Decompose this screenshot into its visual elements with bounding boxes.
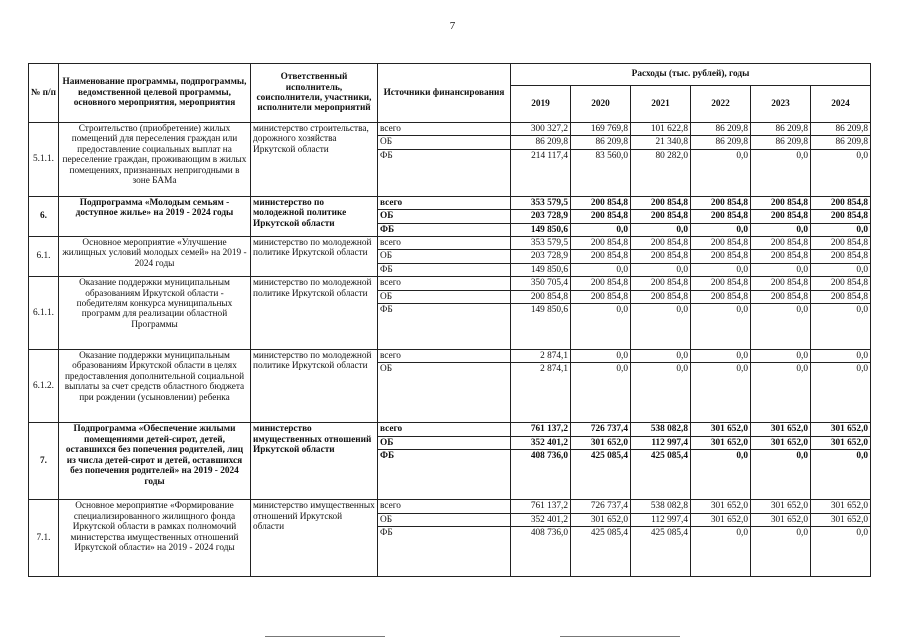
- amount-cell: 200 854,8: [811, 277, 871, 290]
- table-row: [29, 423, 871, 436]
- program-name: Подпрограмма «Молодым семьям - доступное жилье» на 2019 - 2024 годы: [59, 196, 251, 236]
- amount-cell: 301 652,0: [751, 423, 811, 436]
- header-expenses: Расходы (тыс. рублей), годы: [511, 64, 871, 86]
- amount-cell: 726 737,4: [571, 423, 631, 436]
- amount-cell: 0,0: [751, 527, 811, 577]
- amount-cell: 0,0: [691, 350, 751, 363]
- header-year: 2023: [751, 86, 811, 123]
- program-name: Подпрограмма «Обеспечение жилыми помещениями детей-сирот, детей, оставшихся без попечения родителей, лиц из числа детей-сирот и детей, оставшихся без попечения родителей» на 2019 - 2024 годы: [59, 423, 251, 500]
- executor: министерство по молодежной политике Иркутской области: [251, 196, 378, 236]
- amount-cell: 86 209,8: [751, 123, 811, 136]
- amount-cell: 301 652,0: [691, 436, 751, 449]
- funding-source: ФБ: [378, 263, 511, 276]
- table-row: [29, 237, 871, 250]
- amount-cell: 0,0: [751, 363, 811, 423]
- executor: министерство имущественных отношений Иркутской области: [251, 423, 378, 500]
- amount-cell: 425 085,4: [631, 527, 691, 577]
- header-year: 2021: [631, 86, 691, 123]
- amount-cell: 149 850,6: [511, 263, 571, 276]
- amount-cell: 425 085,4: [571, 527, 631, 577]
- funding-source: ОБ: [378, 290, 511, 303]
- amount-cell: 0,0: [631, 304, 691, 350]
- page-number: 7: [449, 20, 456, 32]
- amount-cell: 2 874,1: [511, 363, 571, 423]
- funding-source: ОБ: [378, 513, 511, 526]
- amount-cell: 761 137,2: [511, 500, 571, 513]
- amount-cell: 301 652,0: [691, 513, 751, 526]
- funding-source: всего: [378, 500, 511, 513]
- program-name: Основное мероприятие «Улучшение жилищных условий молодых семей» на 2019 - 2024 годы: [59, 237, 251, 277]
- amount-cell: 200 854,8: [631, 210, 691, 223]
- amount-cell: 86 209,8: [511, 136, 571, 149]
- bottom-divider: [560, 636, 680, 637]
- table-row: [29, 500, 871, 513]
- table-body: [29, 123, 871, 577]
- amount-cell: 0,0: [691, 149, 751, 196]
- program-name: Оказание поддержки муниципальным образованиям Иркутской области в целях предоставления дополнительной социальной выплаты за счет средств областного бюджета при рождении (усыновлении) ребенка: [59, 350, 251, 423]
- amount-cell: 200 854,8: [571, 196, 631, 209]
- amount-cell: 726 737,4: [571, 500, 631, 513]
- amount-cell: 301 652,0: [751, 513, 811, 526]
- amount-cell: 200 854,8: [811, 250, 871, 263]
- amount-cell: 112 997,4: [631, 436, 691, 449]
- amount-cell: 200 854,8: [811, 196, 871, 209]
- amount-cell: 200 854,8: [751, 237, 811, 250]
- amount-cell: 425 085,4: [571, 450, 631, 500]
- funding-source: всего: [378, 196, 511, 209]
- amount-cell: 200 854,8: [691, 237, 751, 250]
- budget-table: [28, 63, 871, 577]
- amount-cell: 0,0: [571, 350, 631, 363]
- amount-cell: 0,0: [751, 350, 811, 363]
- amount-cell: 0,0: [691, 223, 751, 236]
- executor: министерство по молодежной политике Иркутской области: [251, 277, 378, 350]
- amount-cell: 203 728,9: [511, 250, 571, 263]
- amount-cell: 200 854,8: [571, 237, 631, 250]
- amount-cell: 200 854,8: [811, 237, 871, 250]
- amount-cell: 0,0: [751, 450, 811, 500]
- header-year: 2020: [571, 86, 631, 123]
- amount-cell: 0,0: [811, 450, 871, 500]
- table-row: [29, 277, 871, 290]
- row-number: 6.1.1.: [29, 277, 59, 350]
- amount-cell: 86 209,8: [811, 123, 871, 136]
- amount-cell: 83 560,0: [571, 149, 631, 196]
- amount-cell: 200 854,8: [691, 277, 751, 290]
- program-name: Основное мероприятие «Формирование специализированного жилищного фонда Иркутской области в рамках полномочий министерства имущественных отношений Иркутской области» на 2019 - 2024 годы: [59, 500, 251, 577]
- amount-cell: 112 997,4: [631, 513, 691, 526]
- amount-cell: 0,0: [751, 223, 811, 236]
- amount-cell: 408 736,0: [511, 450, 571, 500]
- amount-cell: 200 854,8: [811, 290, 871, 303]
- bottom-divider: [265, 636, 385, 637]
- row-number: 7.: [29, 423, 59, 500]
- amount-cell: 352 401,2: [511, 513, 571, 526]
- amount-cell: 353 579,5: [511, 196, 571, 209]
- funding-source: ОБ: [378, 250, 511, 263]
- table-row: [29, 196, 871, 209]
- amount-cell: 301 652,0: [811, 500, 871, 513]
- amount-cell: 0,0: [571, 263, 631, 276]
- executor: министерство имущественных отношений Иркутской области: [251, 500, 378, 577]
- amount-cell: 0,0: [811, 527, 871, 577]
- funding-source: всего: [378, 423, 511, 436]
- executor: министерство по молодежной политике Иркутской области: [251, 350, 378, 423]
- funding-source: ОБ: [378, 363, 511, 423]
- amount-cell: 0,0: [811, 363, 871, 423]
- amount-cell: 0,0: [691, 263, 751, 276]
- table-header: [29, 64, 871, 123]
- header-year: 2019: [511, 86, 571, 123]
- header-year: 2022: [691, 86, 751, 123]
- funding-source: ФБ: [378, 450, 511, 500]
- amount-cell: 86 209,8: [691, 136, 751, 149]
- row-number: 5.1.1.: [29, 123, 59, 197]
- amount-cell: 408 736,0: [511, 527, 571, 577]
- amount-cell: 2 874,1: [511, 350, 571, 363]
- amount-cell: 301 652,0: [691, 423, 751, 436]
- funding-source: ФБ: [378, 527, 511, 577]
- amount-cell: 301 652,0: [691, 500, 751, 513]
- amount-cell: 538 082,8: [631, 423, 691, 436]
- amount-cell: 352 401,2: [511, 436, 571, 449]
- amount-cell: 0,0: [811, 350, 871, 363]
- amount-cell: 301 652,0: [811, 513, 871, 526]
- row-number: 7.1.: [29, 500, 59, 577]
- amount-cell: 0,0: [631, 263, 691, 276]
- amount-cell: 200 854,8: [631, 277, 691, 290]
- amount-cell: 0,0: [631, 363, 691, 423]
- amount-cell: 761 137,2: [511, 423, 571, 436]
- amount-cell: 0,0: [811, 149, 871, 196]
- amount-cell: 200 854,8: [691, 196, 751, 209]
- amount-cell: 0,0: [571, 223, 631, 236]
- funding-source: всего: [378, 350, 511, 363]
- amount-cell: 149 850,6: [511, 304, 571, 350]
- amount-cell: 214 117,4: [511, 149, 571, 196]
- amount-cell: 200 854,8: [571, 290, 631, 303]
- amount-cell: 200 854,8: [751, 210, 811, 223]
- amount-cell: 0,0: [811, 304, 871, 350]
- amount-cell: 301 652,0: [811, 436, 871, 449]
- amount-cell: 101 622,8: [631, 123, 691, 136]
- amount-cell: 86 209,8: [811, 136, 871, 149]
- amount-cell: 0,0: [571, 363, 631, 423]
- amount-cell: 200 854,8: [511, 290, 571, 303]
- amount-cell: 80 282,0: [631, 149, 691, 196]
- amount-cell: 86 209,8: [751, 136, 811, 149]
- amount-cell: 301 652,0: [751, 500, 811, 513]
- amount-cell: 200 854,8: [751, 290, 811, 303]
- executor: министерство по молодежной политике Иркутской области: [251, 237, 378, 277]
- amount-cell: 0,0: [631, 350, 691, 363]
- amount-cell: 0,0: [631, 223, 691, 236]
- funding-source: всего: [378, 237, 511, 250]
- funding-source: ФБ: [378, 223, 511, 236]
- header-executor: Ответственный исполнитель, соисполнители, участники, исполнители мероприятий: [251, 64, 378, 123]
- amount-cell: 300 327,2: [511, 123, 571, 136]
- row-number: 6.: [29, 196, 59, 236]
- amount-cell: 200 854,8: [631, 237, 691, 250]
- table-row: [29, 123, 871, 136]
- amount-cell: 149 850,6: [511, 223, 571, 236]
- row-number: 6.1.2.: [29, 350, 59, 423]
- funding-source: ОБ: [378, 136, 511, 149]
- funding-source: всего: [378, 123, 511, 136]
- amount-cell: 0,0: [691, 527, 751, 577]
- amount-cell: 21 340,8: [631, 136, 691, 149]
- amount-cell: 301 652,0: [751, 436, 811, 449]
- amount-cell: 200 854,8: [751, 196, 811, 209]
- amount-cell: 0,0: [691, 304, 751, 350]
- amount-cell: 200 854,8: [751, 250, 811, 263]
- executor: министерство строительства, дорожного хозяйства Иркутской области: [251, 123, 378, 197]
- program-name: Строительство (приобретение) жилых помещений для переселения граждан или предоставление социальных выплат на переселение граждан, проживающим в жилых помещениях, признанных непригодными в зоне БАМа: [59, 123, 251, 197]
- row-number: 6.1.: [29, 237, 59, 277]
- amount-cell: 200 854,8: [691, 290, 751, 303]
- amount-cell: 0,0: [751, 263, 811, 276]
- amount-cell: 0,0: [691, 363, 751, 423]
- amount-cell: 350 705,4: [511, 277, 571, 290]
- amount-cell: 0,0: [811, 263, 871, 276]
- amount-cell: 169 769,8: [571, 123, 631, 136]
- amount-cell: 200 854,8: [811, 210, 871, 223]
- amount-cell: 200 854,8: [571, 277, 631, 290]
- table-row: [29, 350, 871, 363]
- amount-cell: 0,0: [751, 149, 811, 196]
- amount-cell: 203 728,9: [511, 210, 571, 223]
- amount-cell: 200 854,8: [691, 250, 751, 263]
- funding-source: ФБ: [378, 304, 511, 350]
- header-source: Источники финансирования: [378, 64, 511, 123]
- funding-source: ОБ: [378, 210, 511, 223]
- amount-cell: 301 652,0: [811, 423, 871, 436]
- amount-cell: 353 579,5: [511, 237, 571, 250]
- header-year: 2024: [811, 86, 871, 123]
- amount-cell: 538 082,8: [631, 500, 691, 513]
- amount-cell: 0,0: [811, 223, 871, 236]
- funding-source: всего: [378, 277, 511, 290]
- funding-source: ФБ: [378, 149, 511, 196]
- amount-cell: 200 854,8: [691, 210, 751, 223]
- amount-cell: 0,0: [691, 450, 751, 500]
- amount-cell: 200 854,8: [631, 250, 691, 263]
- amount-cell: 425 085,4: [631, 450, 691, 500]
- amount-cell: 200 854,8: [751, 277, 811, 290]
- amount-cell: 301 652,0: [571, 436, 631, 449]
- amount-cell: 86 209,8: [691, 123, 751, 136]
- funding-source: ОБ: [378, 436, 511, 449]
- amount-cell: 0,0: [571, 304, 631, 350]
- amount-cell: 86 209,8: [571, 136, 631, 149]
- header-program: Наименование программы, подпрограммы, ведомственной целевой программы, основного мероприятия, мероприятия: [59, 64, 251, 123]
- header-num: № п/п: [29, 64, 59, 123]
- amount-cell: 200 854,8: [631, 290, 691, 303]
- amount-cell: 0,0: [751, 304, 811, 350]
- amount-cell: 200 854,8: [571, 250, 631, 263]
- amount-cell: 200 854,8: [571, 210, 631, 223]
- program-name: Оказание поддержки муниципальным образованиям Иркутской области - победителям конкурса муниципальных программ для реализации областной Программы: [59, 277, 251, 350]
- amount-cell: 200 854,8: [631, 196, 691, 209]
- amount-cell: 301 652,0: [571, 513, 631, 526]
